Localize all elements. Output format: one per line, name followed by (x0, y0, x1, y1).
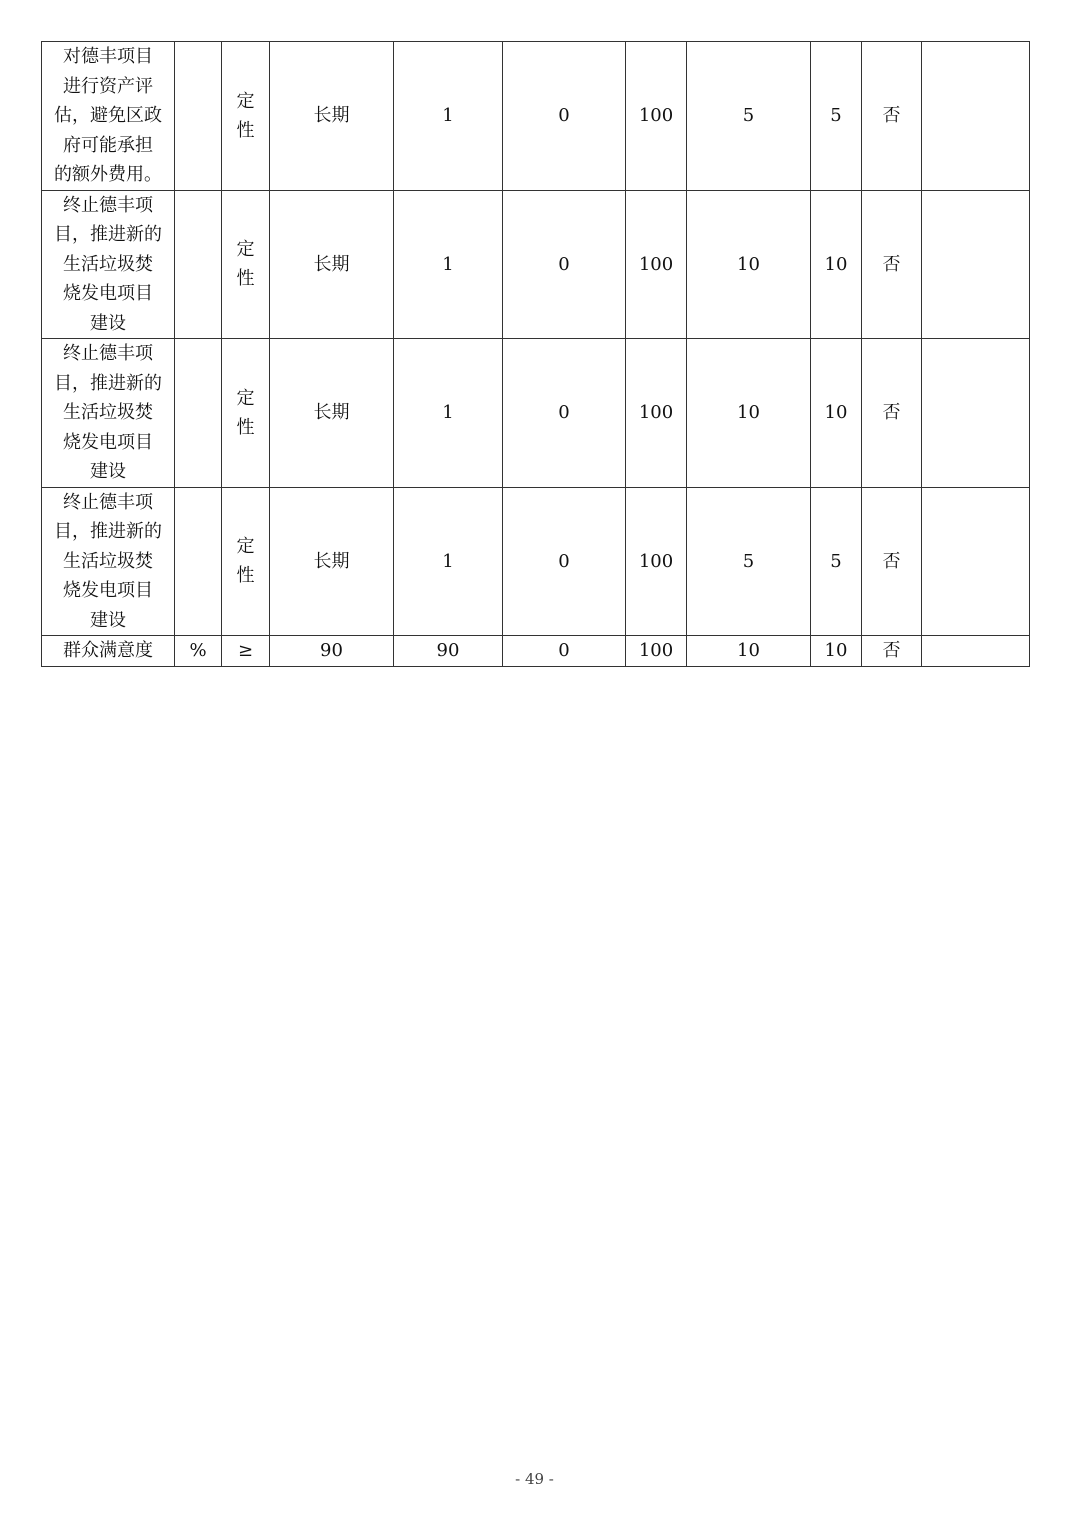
value-cell: 100 (626, 636, 687, 667)
actual-cell: 1 (394, 190, 503, 339)
actual-cell: 1 (394, 487, 503, 636)
score-cell: 5 (687, 42, 811, 191)
target-cell: 长期 (270, 190, 394, 339)
unit-cell (175, 339, 222, 488)
value-cell: 100 (626, 339, 687, 488)
table-row (42, 190, 1030, 339)
flag-cell: 否 (862, 487, 922, 636)
indicator-table (41, 41, 1030, 667)
indicator-name-cell: 对德丰项目 进行资产评 估，避免区政 府可能承担 的额外费用。 (42, 42, 175, 191)
actual-cell: 1 (394, 42, 503, 191)
indicator-name-cell: 终止德丰项 目，推进新的 生活垃圾焚 烧发电项目 建设 (42, 339, 175, 488)
table-row (42, 487, 1030, 636)
actual-cell: 90 (394, 636, 503, 667)
remark-cell (922, 190, 1030, 339)
value-cell: 100 (626, 487, 687, 636)
nature-cell: ≥ (222, 636, 270, 667)
score-cell: 10 (811, 190, 862, 339)
remark-cell (922, 42, 1030, 191)
target-cell: 长期 (270, 339, 394, 488)
flag-cell: 否 (862, 636, 922, 667)
flag-cell: 否 (862, 339, 922, 488)
actual-cell: 1 (394, 339, 503, 488)
target-cell: 90 (270, 636, 394, 667)
unit-cell (175, 42, 222, 191)
remark-cell (922, 487, 1030, 636)
value-cell: 100 (626, 190, 687, 339)
value-cell: 0 (503, 190, 626, 339)
unit-cell: % (175, 636, 222, 667)
score-cell: 10 (687, 190, 811, 339)
value-cell: 100 (626, 42, 687, 191)
table-row (42, 636, 1030, 667)
remark-cell (922, 636, 1030, 667)
score-cell: 10 (687, 636, 811, 667)
page-number: - 49 - (515, 1470, 554, 1488)
score-cell: 5 (811, 42, 862, 191)
nature-cell: 定 性 (222, 487, 270, 636)
remark-cell (922, 339, 1030, 488)
flag-cell: 否 (862, 42, 922, 191)
table-row (42, 42, 1030, 191)
value-cell: 0 (503, 636, 626, 667)
score-cell: 10 (811, 339, 862, 488)
nature-cell: 定 性 (222, 339, 270, 488)
value-cell: 0 (503, 42, 626, 191)
unit-cell (175, 190, 222, 339)
value-cell: 0 (503, 487, 626, 636)
score-cell: 5 (811, 487, 862, 636)
score-cell: 5 (687, 487, 811, 636)
score-cell: 10 (811, 636, 862, 667)
indicator-name-cell: 终止德丰项 目，推进新的 生活垃圾焚 烧发电项目 建设 (42, 487, 175, 636)
target-cell: 长期 (270, 487, 394, 636)
value-cell: 0 (503, 339, 626, 488)
unit-cell (175, 487, 222, 636)
nature-cell: 定 性 (222, 42, 270, 191)
table-row (42, 339, 1030, 488)
target-cell: 长期 (270, 42, 394, 191)
indicator-name-cell: 群众满意度 (42, 636, 175, 667)
flag-cell: 否 (862, 190, 922, 339)
score-cell: 10 (687, 339, 811, 488)
nature-cell: 定 性 (222, 190, 270, 339)
indicator-name-cell: 终止德丰项 目，推进新的 生活垃圾焚 烧发电项目 建设 (42, 190, 175, 339)
